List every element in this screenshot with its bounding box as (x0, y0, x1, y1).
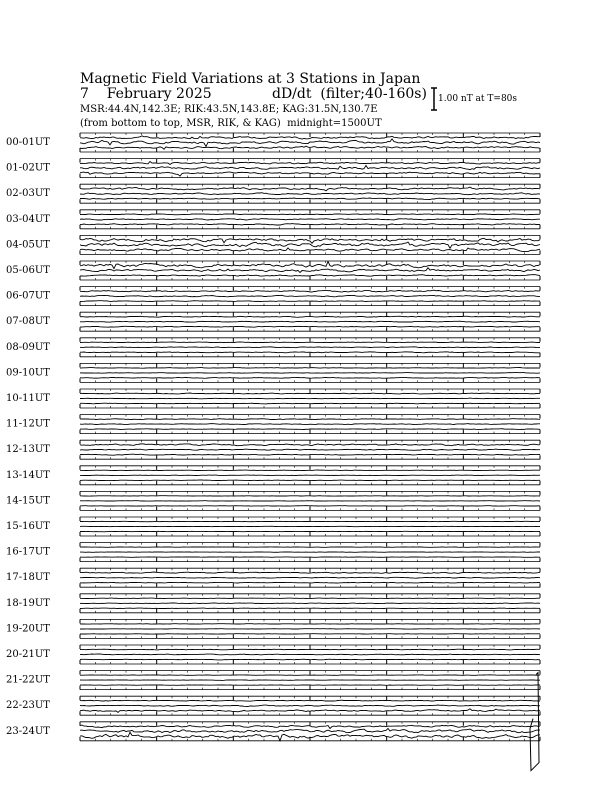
row-label: 06-07UT (6, 290, 50, 302)
trace-kag (80, 572, 540, 573)
hour-panel (6, 543, 540, 562)
row-label: 10-11UT (6, 393, 50, 404)
row-label: 09-10UT (6, 367, 50, 379)
trace-msr (80, 429, 540, 430)
row-label: 01-02UT (6, 162, 50, 174)
hour-panel (6, 261, 540, 280)
hour-panel (6, 440, 540, 459)
trace-rik (80, 219, 540, 220)
trace-msr (80, 275, 540, 277)
row-label: 17-18UT (6, 572, 50, 584)
trace-rik (80, 603, 540, 604)
trace-msr (80, 301, 540, 302)
hour-panel (6, 696, 540, 715)
chart-title: Magnetic Field Variations at 3 Stations in Japan (80, 71, 421, 87)
trace-msr (80, 352, 540, 353)
trace-rik (80, 347, 540, 348)
hour-panel (6, 722, 540, 741)
trace-kag (80, 675, 540, 676)
row-label: 13-14UT (6, 469, 50, 481)
row-label: 05-06UT (6, 265, 50, 276)
trace-msr (80, 531, 540, 532)
trace-rik (80, 321, 540, 322)
trace-rik (80, 526, 540, 527)
midnight-note: midnight=1500UT (287, 118, 382, 129)
trace-kag (80, 316, 540, 317)
row-label: 04-05UT (6, 239, 50, 251)
hour-panel (6, 389, 540, 408)
row-label: 18-19UT (6, 597, 50, 609)
trace-kag (80, 649, 540, 650)
trace-kag (80, 470, 540, 471)
hour-panel (6, 133, 540, 152)
hour-panel (6, 415, 540, 434)
trace-msr (80, 403, 540, 404)
trace-rik (80, 654, 540, 655)
row-label: 02-03UT (6, 188, 50, 200)
trace-rik (80, 449, 540, 450)
row-label: 11-12UT (6, 418, 50, 430)
row-label: 21-22UT (6, 674, 50, 686)
trace-msr (80, 659, 540, 660)
trace-kag (80, 725, 540, 728)
stations-line: MSR:44.4N,142.3E; RIK:43.5N,143.8E; KAG:31.5N,130.7E (80, 104, 378, 115)
scale-label: 1.00 nT at T=80s (438, 94, 518, 104)
row-label: 22-23UT (6, 700, 50, 712)
trace-msr (80, 377, 540, 378)
trace-rik (80, 139, 540, 147)
hour-panel (6, 619, 540, 638)
filter-label: (filter;40-160s) (320, 86, 427, 102)
trace-rik (80, 166, 540, 170)
row-label: 16-17UT (6, 546, 50, 558)
trace-msr (80, 506, 540, 507)
hour-panel (6, 312, 540, 331)
trace-rik (80, 268, 540, 273)
trace-rik (80, 577, 540, 578)
trace-rik (80, 680, 540, 681)
trace-msr (80, 224, 540, 225)
trace-rik (80, 705, 540, 707)
trace-rik (80, 398, 540, 399)
row-label: 15-16UT (6, 521, 50, 532)
row-label: 03-04UT (6, 213, 50, 225)
row-label: 00-01UT (6, 137, 50, 148)
trace-rik (80, 295, 540, 297)
hour-panel (6, 594, 540, 613)
date-day: 7 (80, 86, 89, 102)
hour-panel (6, 645, 540, 664)
trace-msr (80, 582, 540, 583)
trace-rik (80, 193, 540, 195)
hour-panel (6, 159, 540, 178)
row-label: 12-13UT (6, 444, 50, 456)
hour-panel (6, 235, 540, 254)
trace-kag (80, 342, 540, 343)
row-label: 23-24UT (6, 725, 50, 737)
hour-panel (6, 210, 540, 229)
row-label: 19-20UT (6, 623, 50, 635)
trace-msr (80, 454, 540, 455)
trace-kag (80, 393, 540, 394)
order-note: (from bottom to top, MSR, RIK, & KAG) (80, 118, 281, 129)
trace-kag (80, 214, 540, 215)
row-label: 08-09UT (6, 341, 50, 353)
quantity-label: dD/dt (272, 86, 312, 102)
trace-kag (80, 700, 540, 701)
hour-panel (6, 568, 540, 587)
trace-rik (80, 373, 540, 374)
row-label: 07-08UT (6, 316, 50, 328)
hour-panel (6, 671, 540, 690)
trace-kag (80, 368, 540, 369)
trace-msr (80, 480, 540, 481)
trace-rik (80, 242, 540, 248)
hour-panel (6, 287, 540, 306)
hour-panel (6, 466, 540, 485)
date-month-year: February 2025 (106, 86, 212, 102)
trace-kag (80, 521, 540, 522)
hour-panel (6, 363, 540, 382)
hour-panel (6, 491, 540, 510)
trace-rik (80, 424, 540, 425)
trace-msr (80, 326, 540, 327)
hour-panel (6, 184, 540, 203)
hour-panel (6, 338, 540, 357)
row-label: 14-15UT (6, 495, 50, 507)
hour-panel (6, 517, 540, 536)
trace-kag (80, 419, 540, 420)
trace-rik (80, 728, 540, 732)
row-label: 20-21UT (6, 649, 50, 660)
